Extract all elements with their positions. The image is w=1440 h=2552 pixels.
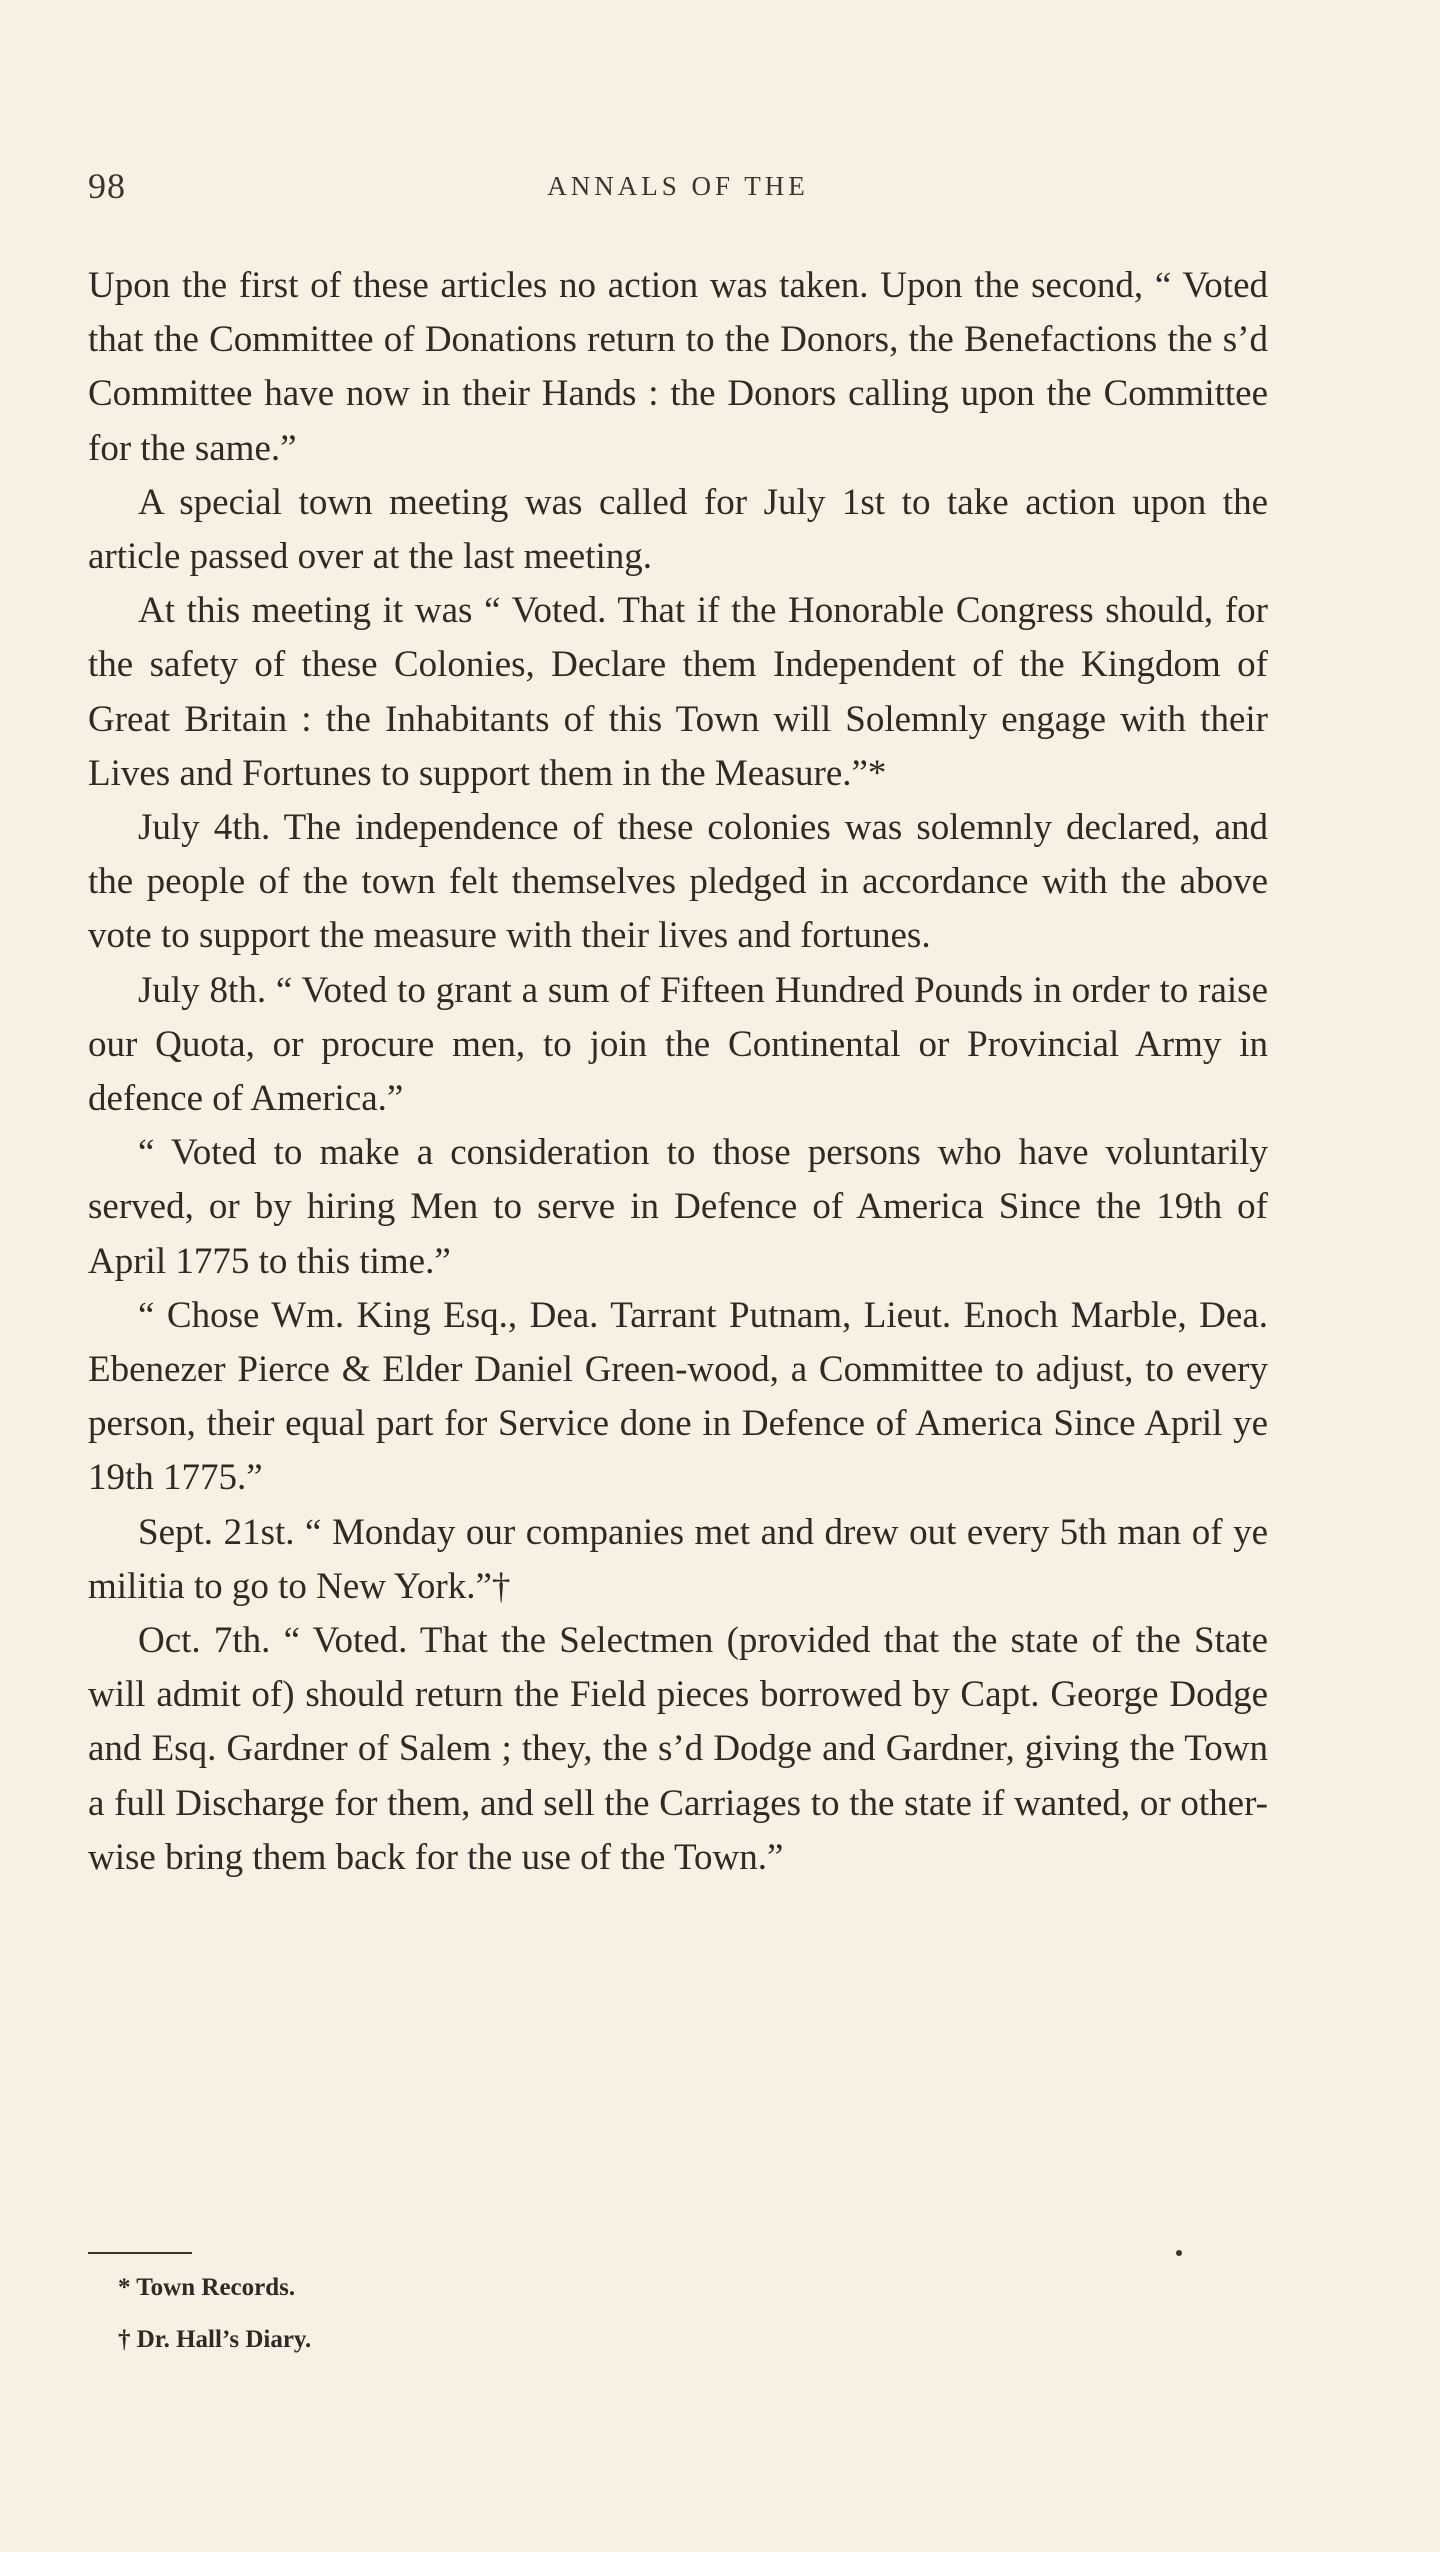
body-text [88, 259, 1268, 1885]
paragraph: “ Chose Wm. King Esq., Dea. Tarrant Putnam, Lieut. Enoch Marble, Dea. Ebenezer Pierce & Elder Daniel Green-wood, a Committee to adjust, to every person, their equal part for Service done in Defence of America Since April ye 19th 1775.” [88, 1294, 1268, 1499]
paragraph: At this meeting it was “ Voted. That if the Honorable Congress should, for the safety of these Colonies, Declare them Independent of the Kingdom of Great Britain : the Inhabitants of this Town will Solemnly engage with their Lives and Fortunes to support them in the Measure.”* [88, 590, 1268, 794]
footnote: † Dr. Hall’s Diary. [118, 2326, 312, 2353]
paragraph: “ Voted to make a consideration to those persons who have voluntarily served, or by hiring Men to serve in Defence of America Since the 19th of April 1775 to this time.” [88, 1132, 1268, 1282]
paragraph: Oct. 7th. “ Voted. That the Selectmen (provided that the state of the State will admit of) should return the Field pieces borrowed by Capt. George Dodge and Esq. Gardner of Salem ; they, the s’d Dodge and Gardner, giving the Town a full Discharge for them, and sell the Carriages to the state if wanted, or other-wise bring them back for the use of the Town.” [88, 1620, 1268, 1878]
ink-speck [1176, 2250, 1182, 2256]
paragraph: Sept. 21st. “ Monday our companies met and drew out every 5th man of ye militia to go to New York.”† [88, 1511, 1268, 1607]
footnote-divider [88, 2252, 192, 2254]
running-title: ANNALS OF THE [547, 171, 809, 201]
footnotes [118, 2262, 311, 2366]
paragraph: July 4th. The independence of these colonies was solemnly declared, and the people of the town felt themselves pledged in accordance with the above vote to support the measure with their lives and fortunes. [88, 807, 1268, 957]
page-number: 98 [88, 166, 126, 206]
paragraph: July 8th. “ Voted to grant a sum of Fifteen Hundred Pounds in order to raise our Quota, or procure men, to join the Continental or Provincial Army in defence of America.” [88, 969, 1268, 1120]
running-head [88, 165, 1268, 215]
paragraph: A special town meeting was called for July 1st to take action upon the article passed over at the last meeting. [88, 481, 1268, 578]
paragraph: Upon the first of these articles no action was taken. Upon the second, “ Voted that the Committee of Donations return to the Donors, the Benefactions the s’d Committee have now in their Hands : the Donors calling upon the Committee for the same.” [88, 265, 1268, 469]
footnote: * Town Records. [118, 2274, 296, 2301]
